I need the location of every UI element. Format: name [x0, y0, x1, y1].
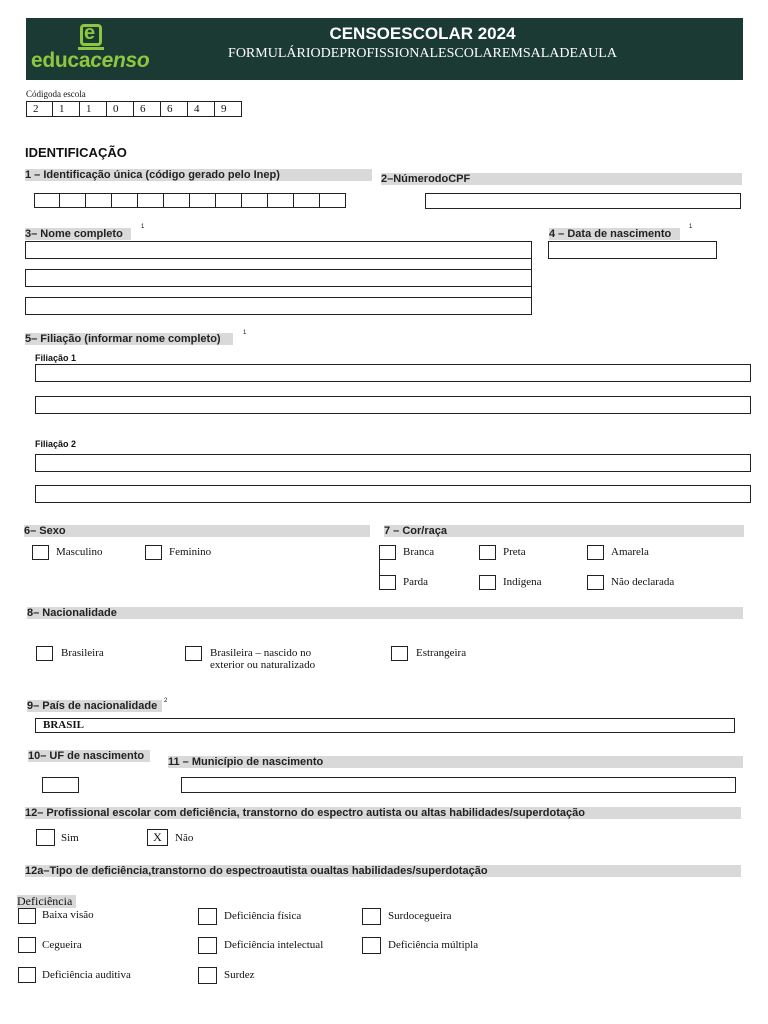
filiacao-2-label: Filiação 2	[35, 439, 77, 449]
cor-indigena-checkbox[interactable]	[479, 575, 496, 590]
deficiencia-group-label: Deficiência	[17, 895, 76, 908]
sexo-feminino-label: Feminino	[169, 546, 212, 558]
inep-id-input[interactable]	[34, 193, 346, 208]
field-7-label: 7 – Cor/raça	[384, 525, 744, 537]
school-code-digit: 1	[53, 101, 80, 117]
footnote-marker: 1	[689, 224, 693, 230]
sexo-feminino-checkbox[interactable]	[145, 545, 162, 560]
cor-amarela-checkbox[interactable]	[587, 545, 604, 560]
surdocegueira-label: Surdocegueira	[388, 910, 452, 922]
nacionalidade-naturalizado-label-1: Brasileira – nascido no	[210, 647, 312, 659]
school-code-digit: 6	[161, 101, 188, 117]
footnote-marker: 1	[141, 224, 145, 230]
school-code-digit: 1	[80, 101, 107, 117]
field-9-label: 9– País de nacionalidade	[27, 700, 162, 712]
field-1-label: 1 – Identificação única (código gerado pelo Inep)	[25, 169, 372, 181]
deficiencia-intelectual-label: Deficiência intelectual	[224, 939, 324, 951]
school-code-label: Códigoda escola	[26, 89, 86, 99]
deficiencia-nao-label: Não	[175, 832, 194, 844]
baixa-visao-checkbox[interactable]	[18, 908, 36, 924]
pais-nacionalidade-input[interactable]: BRASIL	[35, 718, 735, 733]
cegueira-label: Cegueira	[42, 939, 82, 951]
deficiencia-fisica-label: Deficiência física	[224, 910, 302, 922]
cor-branca-label: Branca	[403, 546, 435, 558]
cor-nao-declarada-label: Não declarada	[611, 576, 675, 588]
filiacao-1-input-line-2[interactable]	[35, 396, 751, 414]
field-3-label: 3– Nome completo	[25, 228, 131, 240]
field-8-label: 8– Nacionalidade	[27, 607, 743, 619]
school-code-digit: 6	[134, 101, 161, 117]
cor-nao-declarada-checkbox[interactable]	[587, 575, 604, 590]
deficiencia-multipla-label: Deficiência múltipla	[388, 939, 479, 951]
sexo-masculino-label: Masculino	[56, 546, 103, 558]
deficiencia-multipla-checkbox[interactable]	[362, 937, 381, 954]
deficiencia-auditiva-checkbox[interactable]	[18, 967, 36, 983]
sexo-masculino-checkbox[interactable]	[32, 545, 49, 560]
deficiencia-intelectual-checkbox[interactable]	[198, 937, 217, 954]
municipio-nascimento-input[interactable]	[181, 777, 736, 793]
nacionalidade-estrangeira-checkbox[interactable]	[391, 646, 408, 661]
section-title: IDENTIFICAÇÃO	[25, 145, 127, 160]
header-title: CENSOESCOLAR 2024	[329, 24, 516, 43]
deficiencia-fisica-checkbox[interactable]	[198, 908, 217, 925]
deficiencia-sim-checkbox[interactable]	[36, 829, 55, 846]
cor-connector-line	[379, 560, 380, 575]
logo-mark-letter: e	[84, 22, 96, 44]
cor-preta-label: Preta	[503, 546, 526, 558]
filiacao-1-input-line-1[interactable]	[35, 364, 751, 382]
logo-wordmark-educa: educa	[31, 49, 91, 72]
full-name-input-line-2[interactable]	[25, 269, 532, 287]
filiacao-2-input-line-2[interactable]	[35, 485, 751, 503]
nacionalidade-naturalizado-label-2: exterior ou naturalizado	[210, 659, 316, 671]
school-code-digit: 9	[215, 101, 242, 117]
cor-amarela-label: Amarela	[611, 546, 649, 558]
field-12-label: 12– Profissional escolar com deficiência, transtorno do espectro autista ou altas habilidades/superdotação	[25, 807, 741, 819]
deficiencia-auditiva-label: Deficiência auditiva	[42, 969, 131, 981]
field-6-label: 6– Sexo	[24, 525, 370, 537]
cor-preta-checkbox[interactable]	[479, 545, 496, 560]
filiacao-1-label: Filiação 1	[35, 353, 77, 363]
nacionalidade-naturalizado-checkbox[interactable]	[185, 646, 202, 661]
nacionalidade-brasileira-checkbox[interactable]	[36, 646, 53, 661]
logo-wordmark-censo: censo	[90, 49, 150, 72]
field-5-label: 5– Filiação (informar nome completo)	[25, 333, 233, 345]
surdocegueira-checkbox[interactable]	[362, 908, 381, 925]
surdez-label: Surdez	[224, 969, 255, 981]
full-name-input-line-3[interactable]	[25, 297, 532, 315]
cor-parda-checkbox[interactable]	[379, 575, 396, 590]
field-2-label: 2–NúmerodoCPF	[381, 173, 742, 185]
nacionalidade-estrangeira-label: Estrangeira	[416, 647, 467, 659]
nacionalidade-brasileira-label: Brasileira	[61, 647, 104, 659]
header-subtitle: FORMULÁRIODEPROFISSIONALESCOLAREMSALADEAULA	[228, 46, 617, 61]
school-code	[26, 101, 242, 117]
footnote-marker: 2	[164, 698, 168, 704]
uf-nascimento-input[interactable]	[42, 777, 79, 793]
field-4-label: 4 – Data de nascimento	[549, 228, 680, 240]
cor-indigena-label: Indígena	[503, 576, 542, 588]
name-box-divider	[531, 259, 532, 297]
deficiencia-sim-label: Sim	[61, 832, 79, 844]
birth-date-input[interactable]	[548, 241, 717, 259]
full-name-input-line-1[interactable]	[25, 241, 532, 259]
logo-wordmark	[31, 49, 149, 73]
school-code-digit: 0	[107, 101, 134, 117]
school-code-digit: 2	[26, 101, 53, 117]
baixa-visao-label: Baixa visão	[42, 909, 94, 921]
field-11-label: 11 – Município de nascimento	[168, 756, 743, 768]
surdez-checkbox[interactable]	[198, 967, 217, 984]
filiacao-2-input-line-1[interactable]	[35, 454, 751, 472]
footnote-marker: 1	[243, 330, 247, 336]
cor-parda-label: Parda	[403, 576, 429, 588]
school-code-digit: 4	[188, 101, 215, 117]
field-12a-label: 12a–Tipo de deficiência,transtorno do espectroautista oualtas habilidades/superdotação	[25, 865, 741, 877]
deficiencia-nao-checkbox[interactable]: X	[147, 829, 168, 846]
cpf-input[interactable]	[425, 193, 741, 209]
field-10-label: 10– UF de nascimento	[28, 750, 150, 762]
cegueira-checkbox[interactable]	[18, 937, 36, 953]
cor-branca-checkbox[interactable]	[379, 545, 396, 560]
